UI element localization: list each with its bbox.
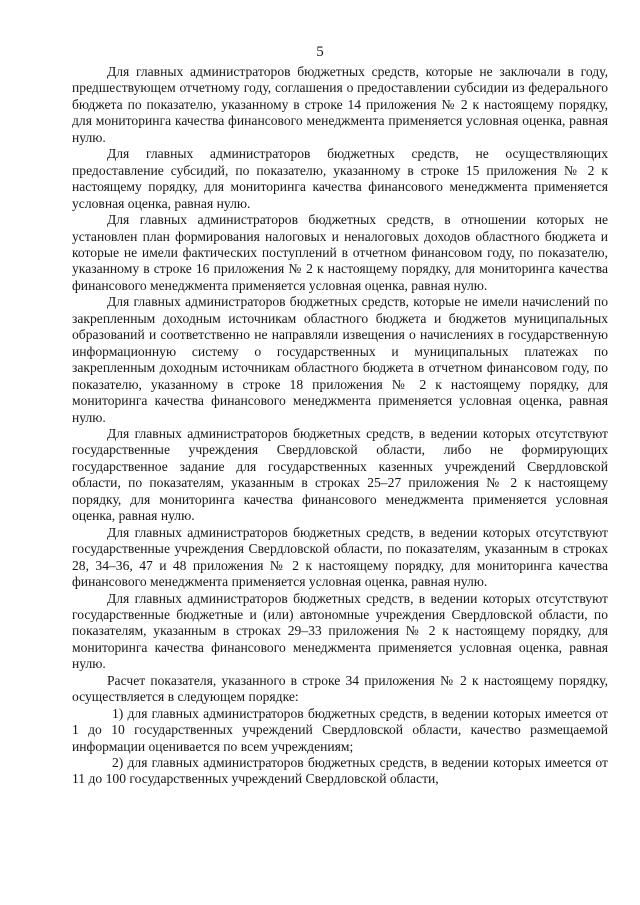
paragraph-row-34-intro: Расчет показателя, указанного в строке 34 приложения № 2 к настоящему порядку, осуществляется в следующем порядке: xyxy=(72,672,608,705)
paragraph-row-16: Для главных администраторов бюджетных средств, в отношении которых не установлен план формирования налоговых и неналоговых доходов областного бюджета и которые не имели фактических поступлений в отчетном финансовом году, по показателю, указанному в строке 16 приложения № 2 к настоящему порядку, для мониторинга качества финансового менеджмента применяется условная оценка, равная нулю. xyxy=(72,212,608,293)
page-number: 5 xyxy=(316,44,324,60)
paragraph-rows-29-33: Для главных администраторов бюджетных средств, в ведении которых отсутствуют государственные бюджетные и (или) автономные учреждения Свердловской области, по показателям, указанным в строках 29–33 приложения № 2 к настоящему порядку, для мониторинга качества финансового менеджмента применяется условная оценка, равная нулю. xyxy=(72,590,608,672)
paragraph-rows-28-48: Для главных администраторов бюджетных средств, в ведении которых отсутствуют государственные учреждения Свердловской области, по показателям, указанным в строках 28, 34–36, 47 и 48 приложения № 2 к настоящему порядку, для мониторинга качества финансового менеджмента применяется условная оценка, равная нулю. xyxy=(72,524,608,590)
list-item-2: 2) для главных администраторов бюджетных средств, в ведении которых имеется от 11 до 100 государственных учреждений Свердловской области, xyxy=(72,755,608,787)
list-item-1: 1) для главных администраторов бюджетных средств, в ведении которых имеется от 1 до 10 государственных учреждений Свердловской области, качество размещаемой информации оценивается по всем учреждениям; xyxy=(72,705,608,754)
paragraph-rows-25-27: Для главных администраторов бюджетных средств, в ведении которых отсутствуют государственные учреждения Свердловской области, либо не формирующих государственное задание для государственных казенных учреждений Свердловской области, по показателям, указанным в строках 25–27 приложения № 2 к настоящему порядку, для мониторинга качества финансового менеджмента применяется условная оценка, равная нулю. xyxy=(72,425,608,524)
paragraph-row-15: Для главных администраторов бюджетных средств, не осуществляющих предоставление субсидий, по показателю, указанному в строке 15 приложения № 2 к настоящему порядку, для мониторинга качества финансового менеджмента применяется условная оценка, равная нулю. xyxy=(72,146,608,211)
paragraph-row-18: Для главных администраторов бюджетных средств, которые не имели начислений по закрепленным доходным источникам областного бюджета и бюджетов муниципальных образований и соответственно не направляли извещения о начислениях в государственную информационную систему о государственных и муниципальных платежах по закрепленным доходным источникам областного бюджета в отчетном финансовом году, по показателю, указанному в строке 18 приложения № 2 к настоящему порядку, для мониторинга качества финансового менеджмента применяется условная оценка, равная нулю. xyxy=(72,294,608,425)
document-body xyxy=(72,64,608,788)
paragraph-row-14: Для главных администраторов бюджетных средств, которые не заключали в году, предшествующем отчетному году, соглашения о предоставлении субсидии из федерального бюджета по показателю, указанному в строке 14 приложения № 2 к настоящему порядку, для мониторинга качества финансового менеджмента применяется условная оценка, равная нулю. xyxy=(72,64,608,145)
